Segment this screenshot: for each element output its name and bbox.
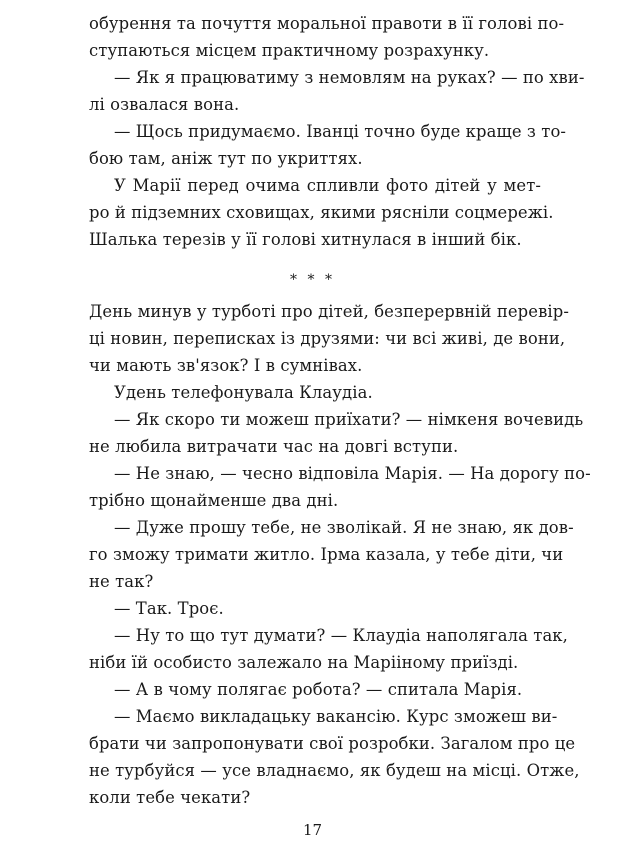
text-line: ці новин, переписках із друзями: чи всі живі, де вони, (89, 329, 566, 348)
text-line: — Дуже прошу тебе, не зволікай. Я не знаю, як дов- (114, 518, 574, 537)
text-line: трібно щонайменше два дні. (89, 491, 339, 510)
text-line: Удень телефонувала Клаудіа. (114, 383, 373, 402)
text-line: — Не знаю, — чесно відповіла Марія. — На дорогу по- (114, 464, 591, 483)
text-line: Шалька терезів у її голові хитнулася в інший бік. (89, 230, 522, 249)
text-line: — Маємо викладацьку вакансію. Курс зможеш ви- (114, 707, 558, 726)
text-line: коли тебе чекати? (89, 788, 251, 807)
text-line: — Як я працюватиму з немовлям на руках? — по хви- (114, 68, 585, 87)
text-line: — Щось придумаємо. Іванці точно буде краще з то- (114, 122, 567, 141)
page-number: 17 (302, 821, 323, 839)
text-line: — Ну то що тут думати? — Клаудіа наполягала так, (114, 626, 568, 645)
text-line: обурення та почуття моральної правоти в її голові по- (89, 14, 565, 33)
text-line: ро й підземних сховищах, якими рясніли соцмережі. (89, 203, 554, 222)
text-line: лі озвалася вона. (89, 95, 240, 114)
text-line: не любила витрачати час на довгі вступи. (89, 437, 459, 456)
text-line: — А в чому полягає робота? — спитала Марія. (114, 680, 523, 699)
text-line: День минув у турботі про дітей, безперервній перевір- (89, 302, 569, 321)
text-line: чи мають зв'язок? І в сумнівах. (89, 356, 363, 375)
text-line: — Як скоро ти можеш приїхати? — німкеня вочевидь (114, 410, 584, 429)
text-line: ніби їй особисто залежало на Марііному приїзді. (89, 653, 519, 672)
text-line: ступаються місцем практичному розрахунку. (89, 41, 490, 60)
text-line: У Марії перед очима спливли фото дітей у мет- (114, 176, 541, 195)
text-line: не так? (89, 572, 154, 591)
text-line: бою там, аніж тут по укриттях. (89, 149, 363, 168)
text-line: — Так. Троє. (114, 599, 224, 618)
section-separator: * * * (290, 272, 335, 288)
text-line: брати чи запропонувати свої розробки. Загалом про це (89, 734, 576, 753)
text-line: не турбуйся — усе владнаємо, як будеш на місці. Отже, (89, 761, 580, 780)
text-line: го зможу тримати житло. Ірма казала, у тебе діти, чи (89, 545, 564, 564)
